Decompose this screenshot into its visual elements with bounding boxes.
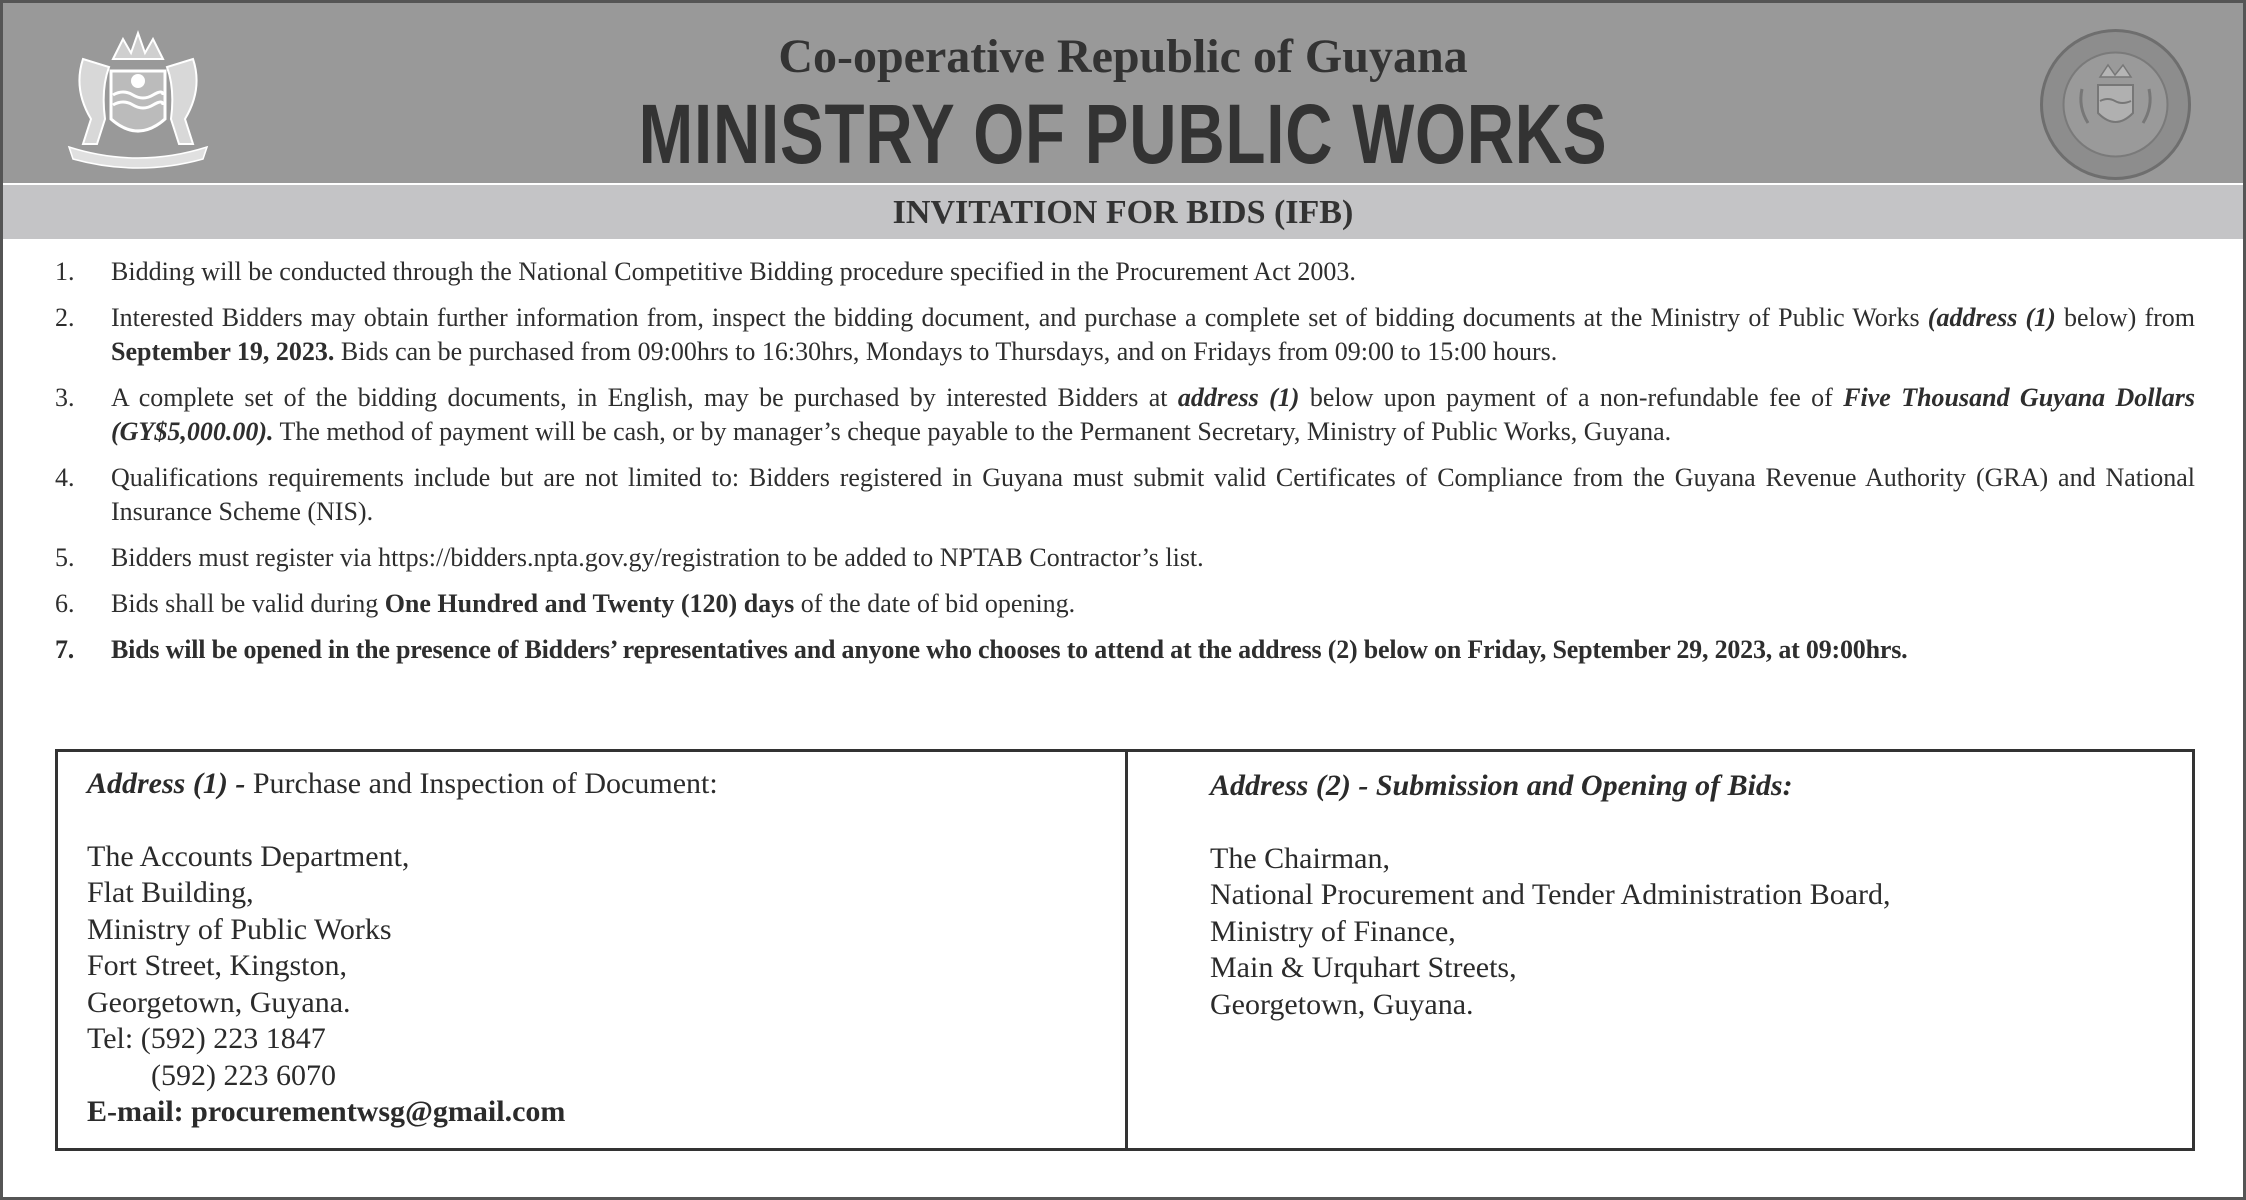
address-line: Main & Urquhart Streets, [1210,951,1517,984]
address-line: The Chairman, [1210,841,1390,875]
bid-opening-statement: Bids will be opened in the presence of Bidders’ representatives and anyone who chooses to attend at the address (2) below on Friday, September 29, 2023, at 09:00hrs. [111,635,1908,664]
telephone-1: Tel: (592) 223 1847 [87,1022,326,1055]
item-text: Qualifications requirements include but are not limited to: Bidders registered in Guyana must submit valid Certificates of Compliance from the Guyana Revenue Authority (GRA) and National Insurance Scheme (NIS). [111,463,2195,526]
address-line: National Procurement and Tender Administration Board, [1210,878,1891,911]
item-text: Interested Bidders may obtain further information from, inspect the bidding document, and purchase a complete set of bidding documents at the Ministry of Public Works [111,303,1928,332]
list-item [55,633,2195,667]
bid-validity-period: One Hundred and Twenty (120) days [384,589,795,618]
list-item [55,541,2195,575]
address-line: Ministry of Finance, [1210,914,1456,948]
item-text: below) from [2055,303,2195,332]
address-2-block [1125,752,2192,1148]
item-text: Bids shall be valid during [111,589,385,618]
list-item [55,587,2195,621]
address-1-block [58,752,1125,1148]
address-line: Flat Building, [87,876,254,909]
address-line: The Accounts Department, [87,839,410,873]
address-line: Fort Street, Kingston, [87,949,347,982]
address-line: Georgetown, Guyana. [1210,987,1474,1021]
item-number: 7. [55,635,75,664]
item-number: 5. [55,543,75,572]
telephone-2: (592) 223 6070 [151,1058,336,1092]
item-number: 1. [55,257,75,286]
header-band [3,3,2243,183]
item-text: The method of payment will be cash, or by manager’s cheque payable to the Permanent Secretary, Ministry of Public Works, Guyana. [273,417,1672,446]
address-1-label: Address (1) - [87,767,246,800]
item-number: 4. [55,463,75,492]
item-number: 3. [55,383,75,412]
list-item [55,461,2195,529]
list-item [55,381,2195,449]
item-number: 2. [55,303,75,332]
item-text: Bidders must register via https://bidders.npta.gov.gy/registration to be added to NPTAB Contractor’s list. [111,543,1204,572]
item-text: Bidding will be conducted through the National Competitive Bidding procedure specified in the Procurement Act 2003. [111,257,1356,286]
address-1-purpose: Purchase and Inspection of Document: [245,767,718,800]
notice-title: INVITATION FOR BIDS (IFB) [3,185,2243,239]
list-item [55,301,2195,369]
address-table [55,749,2195,1151]
list-item [55,255,2195,289]
item-text: A complete set of the bidding documents, in English, may be purchased by interested Bidders at [111,383,1178,412]
ministry-name: MINISTRY OF PUBLIC WORKS [638,87,1608,181]
address-2-heading [1210,768,2192,805]
email-address: E-mail: procurementwsg@gmail.com [87,1095,566,1128]
purchase-start-date: September 19, 2023. [111,337,335,366]
address-line: Georgetown, Guyana. [87,985,351,1019]
bid-conditions-list [55,255,2195,679]
address-1-reference: address (1) [1177,383,1300,412]
address-1-heading [87,766,1125,803]
country-name: Co-operative Republic of Guyana [778,30,1468,83]
address-1-reference: (address (1) [1927,303,2056,332]
item-text: below upon payment of a non-refundable fee of [1299,383,1844,412]
item-number: 6. [55,589,75,618]
document-fee: Five Thousand Guyana Dollars (GY$5,000.00). [111,383,2195,446]
ministry-seal-icon [2038,27,2193,182]
item-text: of the date of bid opening. [794,589,1076,618]
item-text: Bids can be purchased from 09:00hrs to 16:30hrs, Mondays to Thursdays, and on Fridays from 09:00 to 15:00 hours. [334,337,1558,366]
address-2-heading-text: Address (2) - Submission and Opening of Bids: [1210,769,1793,802]
address-line: Ministry of Public Works [87,912,392,946]
